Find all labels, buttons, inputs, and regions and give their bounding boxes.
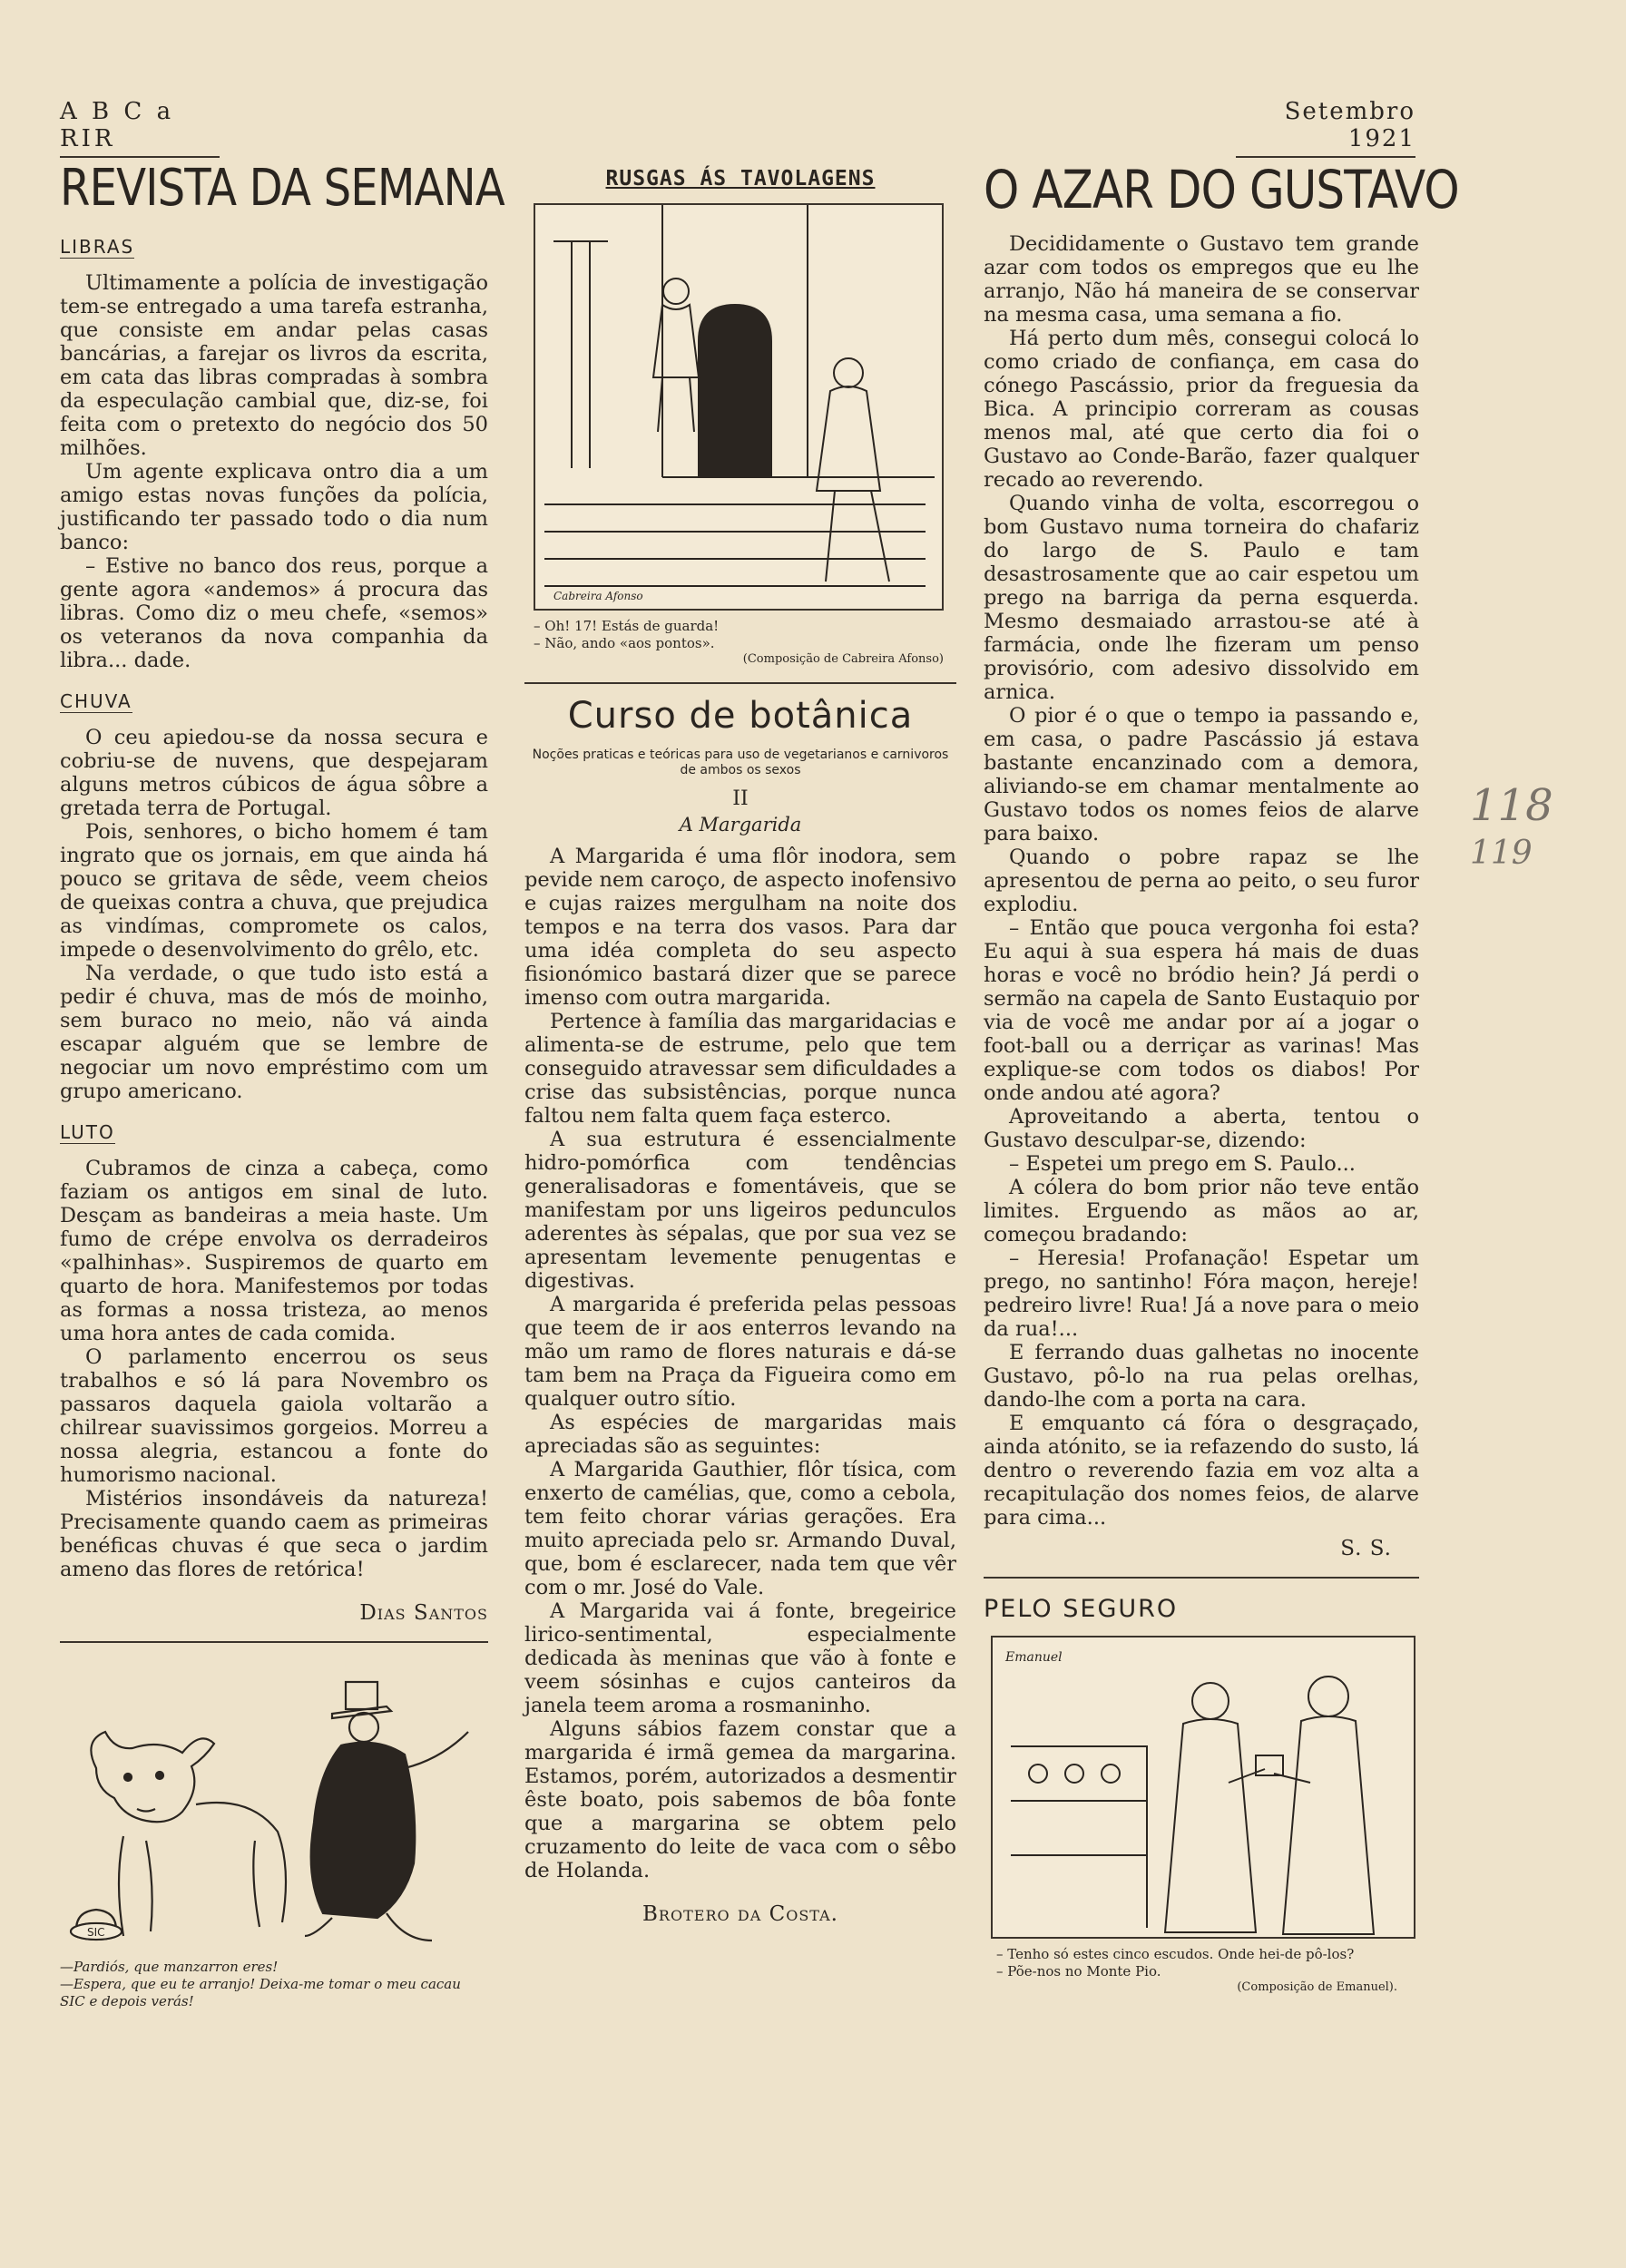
paragraph: O ceu apiedou-se da nossa secura e cobriu-se de nuvens, que despejaram alguns metros cúbicos de água sôbre a gretada terra de Portugal. bbox=[60, 726, 488, 820]
curso-subtitle: Noções praticas e teóricas para uso de vegetarianos e carnivoros de ambos os sexos bbox=[532, 748, 949, 777]
section-label: LUTO bbox=[60, 1121, 115, 1143]
paragraph: Pertence à família das margaridacias e alimenta-se de estrume, pelo que tem conseguido atravessar sem dificuldades a crise das subsistências, porque nunca faltou nem falta quem faça esterco. bbox=[524, 1010, 956, 1128]
section-libras bbox=[60, 230, 488, 672]
divider bbox=[524, 682, 956, 684]
paragraph: O parlamento encerrou os seus trabalhos e só lá para Novembro os passaros daquela gaiola voltarão a chilrear suavissimos gorgeios. Morreu a nossa alegria, estancou a fonte do humorismo nacional. bbox=[60, 1345, 488, 1487]
rusgas-cartoon bbox=[534, 203, 944, 611]
magazine-name: A B C a RIR bbox=[60, 98, 220, 158]
cartoon-caption-1: – Oh! 17! Estás de guarda! bbox=[534, 618, 720, 634]
divider bbox=[60, 1641, 488, 1643]
sic-cup-label: SIC bbox=[87, 1926, 105, 1939]
paragraph: As espécies de margaridas mais apreciadas são as seguintes: bbox=[524, 1411, 956, 1458]
paragraph: Ultimamente a polícia de investigação tem-se entregado a uma tarefa estranha, que consiste em andar pelas casas bancárias, a farejar os livros da escrita, em cata das libras compradas à sombra da especulação cambial que, diz-se, foi feita com o pretexto do negócio dos 50 milhões. bbox=[60, 271, 488, 460]
paragraph: Quando vinha de volta, escorregou o bom Gustavo numa torneira do chafariz do largo de S. Paulo e tam desastrosamente que ao cair espetou um prego na barriga da perna esquerda. Mesmo desmaiado arrastou-se até à farmácia, onde lhe fizeram um penso provisório, com adesivo dissolvido em arnica. bbox=[984, 492, 1419, 704]
gambling-den-illustration bbox=[535, 205, 942, 609]
cartoon-caption-1: – Tenho só estes cinco escudos. Onde hei-de pô-los? bbox=[996, 1946, 1355, 1962]
paragraph: Quando o pobre rapaz se lhe apresentou de perna ao peito, o seu furor explodiu. bbox=[984, 846, 1419, 916]
gustavo-title: O AZAR DO GUSTAVO bbox=[984, 159, 1459, 220]
cartoon-caption-2: —Espera, que eu te arranjo! Deixa-me tomar o meu cacau SIC e depois verás! bbox=[60, 1976, 461, 2009]
pelo-seguro-title: PELO SEGURO bbox=[984, 1595, 1179, 1623]
paragraph: O pior é o que o tempo ia passando e, em casa, o padre Pascássio já estava bastante encanzinado com a demora, aliviando-se em chamar mentalmente ao Gustavo todos os nomes feios de alarve para baixo. bbox=[984, 704, 1419, 846]
paragraph: A Margarida é uma flôr inodora, sem pevide nem caroço, de aspecto inofensivo e cujas raizes mergulham na noite dos tempos e na terra dos vasos. Para dar uma idéa completa do seu aspecto fisionómico bastará dizer que se parece imenso com outra margarida. bbox=[524, 845, 956, 1010]
paragraph: A Margarida Gauthier, flôr tísica, com enxerto de camélias, que, como a cebola, tem feito chorar várias gerações. Era muito apreciada pelo sr. Armando Duval, que, bom é esclarecer, nada tem que vêr com o mr. José do Vale. bbox=[524, 1458, 956, 1599]
column-gustavo bbox=[984, 154, 1459, 1994]
paragraph: Aproveitando a aberta, tentou o Gustavo desculpar-se, dizendo: bbox=[984, 1105, 1419, 1152]
paragraph: E emquanto cá fóra o desgraçado, ainda atónito, se ia refazendo do susto, lá dentro o reverendo fazia em voz alta a recapitulação dos nomes feios, de alarve para cima... bbox=[984, 1412, 1419, 1530]
divider bbox=[984, 1577, 1419, 1579]
handwritten-number-2: 119 bbox=[1470, 835, 1533, 872]
chapter-title: A Margarida bbox=[679, 814, 802, 836]
paragraph: Mistérios insondáveis da natureza! Precisamente quando caem as primeiras benéficas chuvas é que seca o jardim ameno das flores de retórica! bbox=[60, 1487, 488, 1581]
cartoon-credit: (Composição de Emanuel). bbox=[1237, 1980, 1397, 1994]
chapter-number: II bbox=[732, 787, 749, 810]
paragraph: Pois, senhores, o bicho homem é tam ingrato que os jornais, em que ainda há pouco se gritava de sêde, veem cheios de queixas contra a chuva, que prejudica as vindímas, compromete os calos, impede o desenvolvimento do grêlo, etc. bbox=[60, 820, 488, 962]
signature: S. S. bbox=[1340, 1537, 1392, 1560]
section-chuva bbox=[60, 685, 488, 1103]
paragraph: Há perto dum mês, consegui colocá lo como criado de confiança, em casa do cónego Pascássio, prior da freguesia da Bica. A principio correram as cousas menos mal, até que certo dia foi o Gustavo ao Conde-Barão, fazer qualquer recado ao reverendo. bbox=[984, 327, 1419, 492]
paragraph: E ferrando duas galhetas no inocente Gustavo, pô-lo na rua pelas orelhas, dando-lhe com a porta na cara. bbox=[984, 1341, 1419, 1412]
issue-date: Setembro 1921 bbox=[1236, 98, 1415, 158]
cartoon-caption-1: —Pardiós, que manzarron eres! bbox=[60, 1959, 279, 1975]
signature: Brotero da Costa. bbox=[642, 1902, 838, 1926]
section-luto bbox=[60, 1116, 488, 1581]
paragraph: A sua estrutura é essencialmente hidro-pomórfica com tendências generalisadoras e fomentáveis, que se manifestam por uns ligeiros pedunculos aderentes às sépalas, que por sua vez se apresentam levemente penugentas e digestivas. bbox=[524, 1128, 956, 1293]
revista-title: REVISTA DA SEMANA bbox=[60, 159, 504, 218]
signature: Dias Santos bbox=[359, 1601, 488, 1625]
paragraph: A cólera do bom prior não teve então limites. Erguendo as mãos ao ar, começou bradando: bbox=[984, 1176, 1419, 1246]
cartoon-caption-2: – Não, ando «aos pontos». bbox=[534, 635, 715, 651]
rusgas-title: RUSGAS ÁS TAVOLAGENS bbox=[605, 167, 876, 191]
handwritten-number-1: 118 bbox=[1470, 780, 1553, 831]
paragraph: Alguns sábios fazem constar que a margarida é irmã gemea da margarina. Estamos, porém, autorizados a desmentir êste boato, pois sabemos de bôa fonte que a margarina se obtem pelo cruzamento do leite de vaca com o sêbo de Holanda. bbox=[524, 1717, 956, 1882]
paragraph: A Margarida vai á fonte, bregeirice lirico-sentimental, especialmente dedicada às meninas que vão à fonte e veem sósinhas e cujos canteiros da janela teem aroma a rosmaninho. bbox=[524, 1599, 956, 1717]
cartoon-caption-2: – Põe-nos no Monte Pio. bbox=[996, 1963, 1161, 1980]
column-revista bbox=[60, 154, 504, 2010]
column-botanica bbox=[524, 154, 956, 1926]
paragraph: Decididamente o Gustavo tem grande azar com todos os empregos que eu lhe arranjo, Não há maneira de se conservar na mesma casa, uma semana a fio. bbox=[984, 232, 1419, 327]
paragraph: Na verdade, o que tudo isto está a pedir é chuva, mas de mós de moinho, sem buraco no meio, não vá ainda escapar alguém que se lembre de negociar um novo empréstimo com um grupo americano. bbox=[60, 962, 488, 1103]
svg-text:Cabreira Afonso: Cabreira Afonso bbox=[553, 590, 643, 602]
paragraph: – Espetei um prego em S. Paulo... bbox=[1009, 1152, 1356, 1176]
curso-title: Curso de botânica bbox=[567, 695, 914, 737]
illustrator-signature: Emanuel bbox=[1005, 1650, 1063, 1665]
cartoon-credit: (Composição de Cabreira Afonso) bbox=[742, 652, 944, 666]
paragraph: – Heresia! Profanação! Espetar um prego, no santinho! Fóra maçon, hereje! pedreiro livre! Rua! Já a nove para o meio da rua!... bbox=[984, 1246, 1419, 1341]
paragraph: Um agente explicava ontro dia a um amigo estas novas funções da polícia, justificando ter passado todo o dia num banco: bbox=[60, 460, 488, 554]
paragraph: Cubramos de cinza a cabeça, como faziam os antigos em sinal de luto. Desçam as bandeiras a meia haste. Um fumo de crépe envolva os derradeiros «palhinhas». Suspiremos de quarto em quarto de hora. Manifestemos por todas as formas a nossa tristeza, ao menos uma hora antes de cada comida. bbox=[60, 1157, 488, 1345]
paragraph: A margarida é preferida pelas pessoas que teem de ir aos enterros levando na mão um ramo de flores naturais e dá-se tam bem na Praça da Figueira como em qualquer outro sítio. bbox=[524, 1293, 956, 1411]
paragraph: – Então que pouca vergonha foi esta? Eu aqui à sua espera há mais de duas horas e você no bródio hein? Já perdi o sermão na capela de Santo Eustaquio por via de você me andar por aí a jogar o foot-ball ou a derriçar as varinas! Mas explique-se com todos os diabos! Por onde andou até agora? bbox=[984, 916, 1419, 1105]
sic-cartoon bbox=[60, 1659, 488, 1959]
bull-and-dandy-illustration bbox=[60, 1659, 488, 1959]
bank-counter-illustration bbox=[993, 1637, 1414, 1937]
pelo-seguro-cartoon bbox=[991, 1636, 1415, 1939]
section-label: CHUVA bbox=[60, 690, 132, 712]
section-label: LIBRAS bbox=[60, 236, 135, 258]
paragraph: – Estive no banco dos reus, porque a gente agora «andemos» á procura das libras. Como diz o meu chefe, «semos» os veteranos da nova companhia da libra... dade. bbox=[60, 554, 488, 672]
